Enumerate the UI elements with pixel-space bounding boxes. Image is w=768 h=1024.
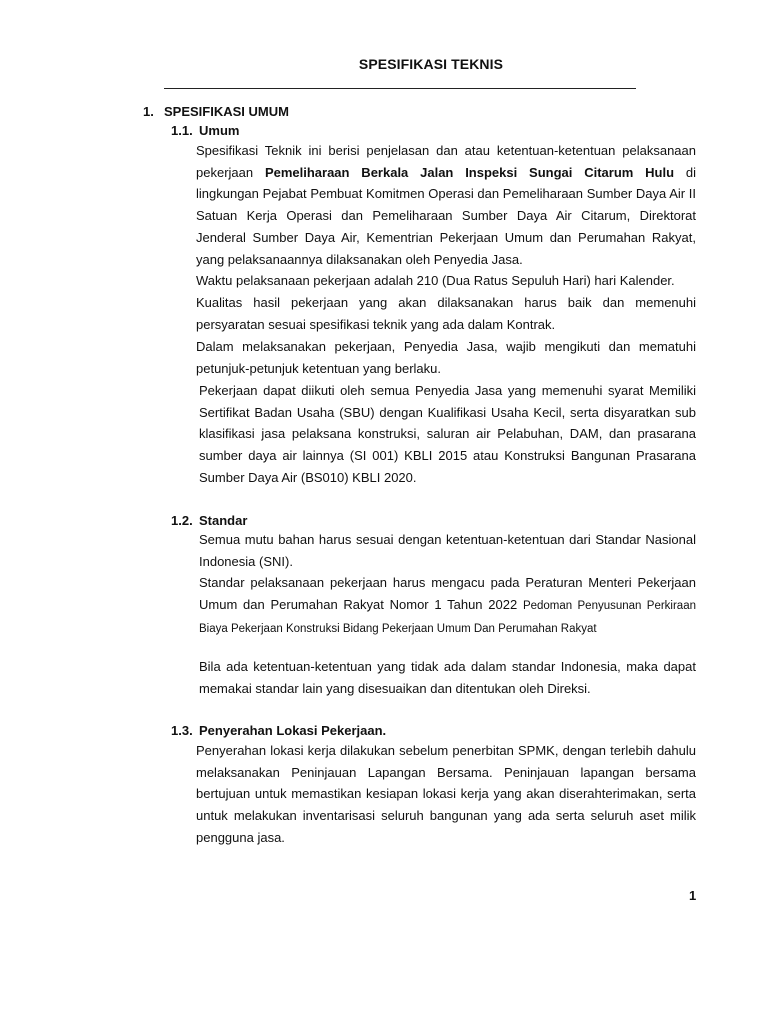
paragraph-compliance: Dalam melaksanakan pekerjaan, Penyedia Jasa, wajib mengikuti dan mematuhi petunjuk-petunjuk ketentuan yang berlaku. [196, 339, 696, 376]
section-number: 1. [143, 104, 154, 119]
paragraph-site-handover: Penyerahan lokasi kerja dilakukan sebelum penerbitan SPMK, dengan terlebih dahulu melaksanakan Peninjauan Lapangan Bersama. Peninjauan lapangan bersama bertujuan untuk memastikan kesiapan lokasi kerja yang akan diserahterimakan, serta untuk melakukan inventarisasi seluruh bangunan yang ada serta seluruh aset milik pengguna jasa. [196, 743, 696, 845]
paragraph-eligibility: Pekerjaan dapat diikuti oleh semua Penyedia Jasa yang memenuhi syarat Memiliki Sertifikat Badan Usaha (SBU) dengan Kualifikasi Usaha Kecil, serta disyaratkan sub klasifikasi jasa pelaksana konstruksi, saluran air Pelabuhan, DAM, dan prasarana sumber daya air lainnya (SI 001) KBLI 2015 atau Konstruksi Bangunan Prasarana Sumber Daya Air (BS010) KBLI 2020. [199, 383, 696, 485]
paragraph-text: di lingkungan Pejabat Pembuat Komitmen Operasi dan Pemeliharaan Sumber Daya Air II Satuan Kerja Operasi dan Pemeliharaan Sumber Daya Air Citarum, Direktorat Jenderal Sumber Daya Air, Kementrian Pekerjaan Umum dan Perumahan Rakyat, yang pelaksanaannya dilaksanakan oleh Penyedia Jasa. [196, 164, 696, 267]
subsection-title: Standar [199, 513, 248, 528]
subsection-number: 1.3. [171, 723, 193, 738]
title-underline [164, 88, 636, 89]
page-title: SPESIFIKASI TEKNIS [358, 56, 504, 72]
paragraph-sni: Semua mutu bahan harus sesuai dengan ketentuan-ketentuan dari Standar Nasional Indonesia (SNI). [199, 532, 696, 569]
paragraph-standard-reference [199, 572, 696, 641]
regulation-title: Pedoman Penyusunan Perkiraan Biaya Pekerjaan Konstruksi Bidang Pekerjaan Umum Dan Perumahan Rakyat [199, 599, 696, 636]
project-name: Pemeliharaan Berkala Jalan Inspeksi Sungai Citarum Hulu [264, 164, 675, 180]
subsection-title: Umum [199, 123, 240, 138]
subsection-title: Penyerahan Lokasi Pekerjaan. [199, 723, 387, 738]
subsection-heading-1-1 [171, 123, 239, 138]
subsection-number: 1.1. [171, 123, 193, 138]
page-number: 1 [689, 888, 697, 903]
section-title: SPESIFIKASI UMUM [164, 104, 289, 119]
paragraph-text: Spesifikasi Teknik ini berisi penjelasan dan atau ketentuan-ketentuan pelaksanaan pekerjaan [196, 143, 696, 180]
paragraph-scope [196, 140, 696, 270]
paragraph-quality: Kualitas hasil pekerjaan yang akan dilaksanakan harus baik dan memenuhi persyaratan sesuai spesifikasi teknik yang ada dalam Kontrak. [196, 295, 696, 332]
paragraph-other-standards: Bila ada ketentuan-ketentuan yang tidak ada dalam standar Indonesia, maka dapat memakai standar lain yang disesuaikan dan ditentukan oleh Direksi. [199, 659, 696, 696]
subsection-number: 1.2. [171, 513, 193, 528]
paragraph-duration: Waktu pelaksanaan pekerjaan adalah 210 (Dua Ratus Sepuluh Hari) hari Kalender. [196, 273, 675, 288]
subsection-heading-1-3 [171, 723, 386, 738]
subsection-heading-1-2 [171, 513, 247, 528]
paragraph-text: Standar pelaksanaan pekerjaan harus mengacu pada Peraturan Menteri Pekerjaan Umum dan Perumahan Rakyat Nomor 1 Tahun 2022 [199, 575, 696, 612]
section-heading-1 [143, 104, 289, 119]
